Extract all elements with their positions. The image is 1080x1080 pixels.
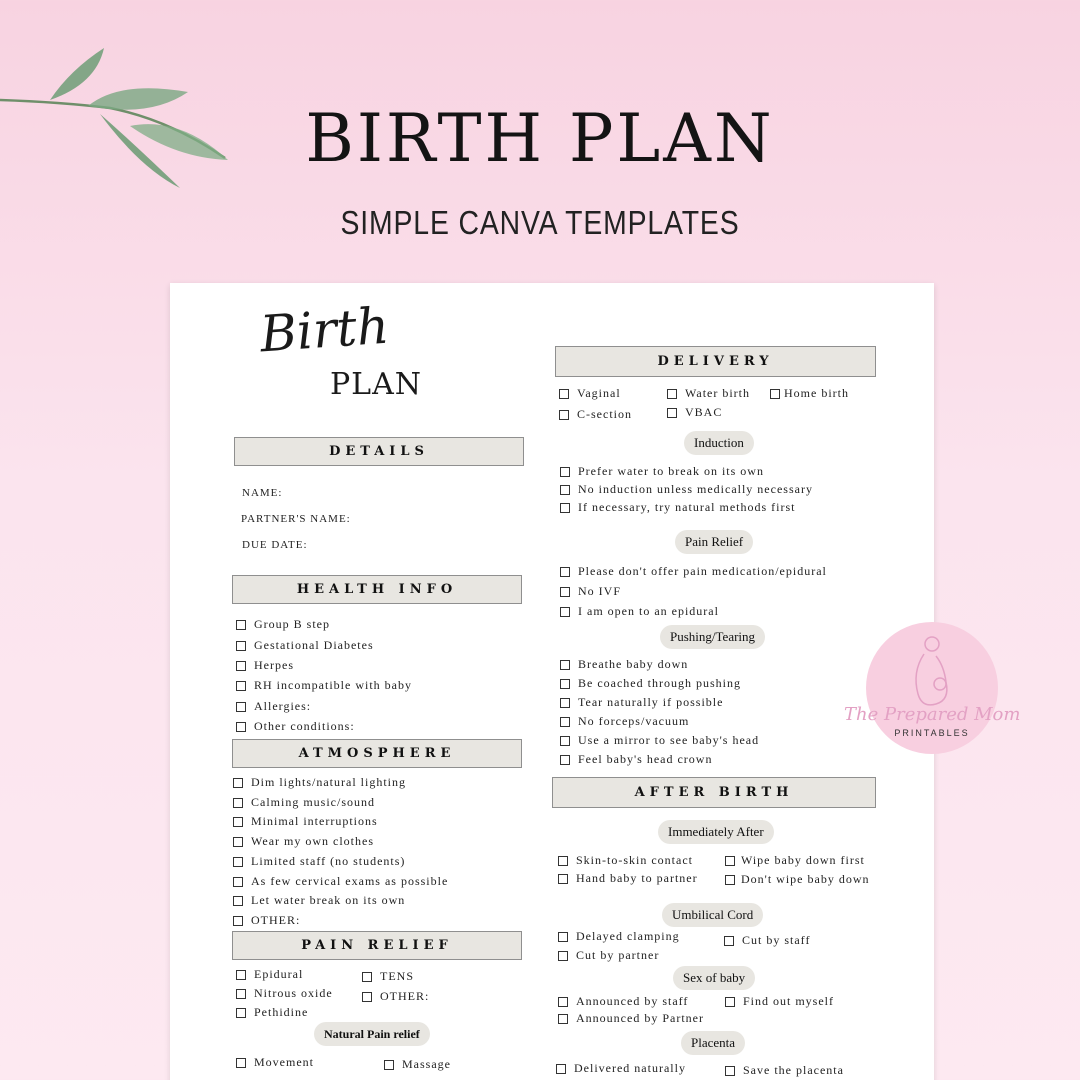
checklist-item[interactable] [236,967,303,982]
checklist-item[interactable] [560,714,689,729]
checkbox[interactable] [233,837,243,847]
checkbox[interactable] [560,698,570,708]
item-label: Home birth [784,386,849,400]
checklist-item[interactable] [233,874,448,889]
item-label: Wear my own clothes [251,834,375,848]
checkbox[interactable] [558,856,568,866]
item-label: Wipe baby down first [741,853,865,867]
checkbox[interactable] [233,798,243,808]
checklist-item[interactable] [558,853,693,868]
checkbox[interactable] [236,970,246,980]
sheet-title-script: Birth [258,296,391,364]
checklist-item[interactable] [560,464,764,479]
checkbox[interactable] [724,936,734,946]
checkbox[interactable] [667,408,677,418]
checklist-item[interactable] [560,733,759,748]
pushing-tearing-pill: Pushing/Tearing [660,625,765,649]
item-label: No forceps/vacuum [578,714,690,728]
item-label: Don't wipe baby down [741,872,870,886]
checkbox[interactable] [560,660,570,670]
umbilical-cord-pill: Umbilical Cord [662,903,763,927]
checklist-item[interactable] [233,913,300,928]
checkbox[interactable] [236,989,246,999]
item-label: Prefer water to break on its own [578,464,764,478]
section-pain-relief: PAIN RELIEF [232,931,522,960]
item-label: Delivered naturally [574,1061,686,1075]
checklist-item[interactable] [560,584,621,599]
checklist-item[interactable] [233,834,374,849]
checklist-item[interactable] [560,482,813,497]
natural-pain-relief-pill: Natural Pain relief [314,1022,430,1046]
checklist-item[interactable] [236,617,330,632]
checkbox[interactable] [667,389,677,399]
checklist-item[interactable] [556,1061,686,1076]
checkbox[interactable] [560,467,570,477]
checklist-item[interactable] [236,1055,314,1070]
item-label: If necessary, try natural methods first [578,500,796,514]
checklist-item[interactable] [667,386,750,401]
checkbox[interactable] [560,717,570,727]
checkbox[interactable] [233,778,243,788]
item-label: No IVF [578,584,622,598]
item-label: As few cervical exams as possible [251,874,449,888]
birth-plan-sheet [170,283,934,1080]
sex-of-baby-pill: Sex of baby [673,966,755,990]
item-label: Cut by staff [742,933,811,947]
checkbox[interactable] [725,997,735,1007]
checkbox[interactable] [560,503,570,513]
checkbox[interactable] [236,1058,246,1068]
partner-name-field: PARTNER'S NAME: [241,513,351,525]
item-label: VBAC [685,405,723,419]
section-atmosphere: ATMOSPHERE [232,739,522,768]
item-label: Nitrous oxide [254,986,333,1000]
immediately-after-pill: Immediately After [658,820,774,844]
checklist-item[interactable] [236,658,294,673]
item-label: Other conditions: [254,719,355,733]
checklist-item[interactable] [560,500,796,515]
section-details: DETAILS [234,437,524,466]
checkbox[interactable] [236,641,246,651]
item-label: C-section [577,407,632,421]
checklist-item[interactable] [559,386,621,401]
checklist-item[interactable] [725,853,865,868]
item-label: Use a mirror to see baby's head [578,733,760,747]
item-label: Massage [402,1057,451,1071]
checkbox[interactable] [384,1060,394,1070]
checklist-item[interactable] [236,699,311,714]
item-label: Let water break on its own [251,893,406,907]
item-label: Announced by Partner [576,1011,704,1025]
checkbox[interactable] [233,896,243,906]
checkbox[interactable] [233,877,243,887]
checkbox[interactable] [236,1008,246,1018]
checkbox[interactable] [560,736,570,746]
item-label: Delayed clamping [576,929,680,943]
checklist-item[interactable] [384,1057,451,1072]
sheet-title-plan: PLAN [330,367,423,402]
checklist-item[interactable] [362,969,414,984]
checkbox[interactable] [558,874,568,884]
item-label: Announced by staff [576,994,689,1008]
item-label: TENS [380,969,414,983]
item-label: Hand baby to partner [576,871,698,885]
item-label: Skin-to-skin contact [576,853,693,867]
placenta-pill: Placenta [681,1031,745,1055]
checklist-item[interactable] [236,1005,308,1020]
checkbox[interactable] [558,997,568,1007]
checkbox[interactable] [558,932,568,942]
checkbox[interactable] [558,1014,568,1024]
checkbox[interactable] [560,485,570,495]
checklist-item[interactable] [559,407,632,422]
checklist-item[interactable] [236,719,355,734]
checklist-item[interactable] [558,871,698,886]
checkbox[interactable] [725,875,735,885]
checklist-item[interactable] [362,989,429,1004]
checkbox[interactable] [233,916,243,926]
checklist-item[interactable] [560,752,712,767]
hero-title: BIRTH PLAN [305,100,775,177]
pain-relief-pill: Pain Relief [675,530,753,554]
checklist-item[interactable] [667,405,722,420]
checkbox[interactable] [236,681,246,691]
item-label: Minimal interruptions [251,814,378,828]
checklist-item[interactable] [770,386,849,401]
checkbox[interactable] [560,755,570,765]
checkbox[interactable] [236,661,246,671]
checkbox[interactable] [233,817,243,827]
item-label: Be coached through pushing [578,676,741,690]
checkbox[interactable] [560,679,570,689]
checklist-item[interactable] [558,948,659,963]
item-label: Please don't offer pain medication/epidural [578,564,827,578]
item-label: Allergies: [254,699,312,713]
hero-subtitle: SIMPLE CANVA TEMPLATES [340,204,740,241]
checklist-item[interactable] [560,604,719,619]
checkbox[interactable] [559,389,569,399]
item-label: Vaginal [577,386,621,400]
checkbox[interactable] [362,992,372,1002]
checklist-item[interactable] [233,854,405,869]
item-label: Find out myself [743,994,835,1008]
checkbox[interactable] [558,951,568,961]
item-label: OTHER: [251,913,301,927]
checklist-item[interactable] [236,678,412,693]
checkbox[interactable] [233,857,243,867]
checklist-item[interactable] [560,657,688,672]
item-label: I am open to an epidural [578,604,719,618]
checklist-item[interactable] [233,795,375,810]
checkbox[interactable] [236,702,246,712]
item-label: Group B step [254,617,330,631]
item-label: Feel baby's head crown [578,752,713,766]
item-label: Breathe baby down [578,657,689,671]
section-after-birth: AFTER BIRTH [552,777,876,808]
item-label: Tear naturally if possible [578,695,724,709]
item-label: RH incompatible with baby [254,678,412,692]
checkbox[interactable] [560,567,570,577]
checkbox[interactable] [362,972,372,982]
checkbox[interactable] [236,722,246,732]
checklist-item[interactable] [233,775,406,790]
induction-pill: Induction [684,431,754,455]
brand-name: The Prepared Mom [844,704,1021,725]
item-label: Pethidine [254,1005,309,1019]
checklist-item[interactable] [725,994,834,1009]
checkbox[interactable] [725,856,735,866]
item-label: OTHER: [380,989,430,1003]
item-label: Dim lights/natural lighting [251,775,406,789]
checklist-item[interactable] [558,994,688,1009]
checkbox[interactable] [770,389,780,399]
item-label: Herpes [254,658,294,672]
item-label: No induction unless medically necessary [578,482,813,496]
checkbox[interactable] [556,1064,566,1074]
brand-subtitle: PRINTABLES [894,728,970,738]
item-label: Epidural [254,967,304,981]
item-label: Calming music/sound [251,795,375,809]
item-label: Limited staff (no students) [251,854,406,868]
checklist-item[interactable] [558,1011,704,1026]
item-label: Water birth [685,386,751,400]
checklist-item[interactable] [560,695,723,710]
checklist-item[interactable] [560,676,741,691]
name-field: NAME: [242,487,283,499]
checklist-item[interactable] [233,893,405,908]
due-date-field: DUE DATE: [242,539,308,551]
checkbox[interactable] [725,1066,735,1076]
item-label: Gestational Diabetes [254,638,374,652]
section-health-info: HEALTH INFO [232,575,522,604]
item-label: Cut by partner [576,948,660,962]
checkbox[interactable] [236,620,246,630]
checklist-item[interactable] [236,638,374,653]
checklist-item[interactable] [560,564,827,579]
item-label: Movement [254,1055,314,1069]
checklist-item[interactable] [233,814,378,829]
checklist-item[interactable] [236,986,333,1001]
checklist-item[interactable] [724,933,810,948]
checklist-item[interactable] [725,872,869,887]
checkbox[interactable] [560,587,570,597]
checklist-item[interactable] [725,1063,844,1078]
checkbox[interactable] [559,410,569,420]
checkbox[interactable] [560,607,570,617]
section-delivery: DELIVERY [555,346,876,377]
checklist-item[interactable] [558,929,680,944]
item-label: Save the placenta [743,1063,844,1077]
